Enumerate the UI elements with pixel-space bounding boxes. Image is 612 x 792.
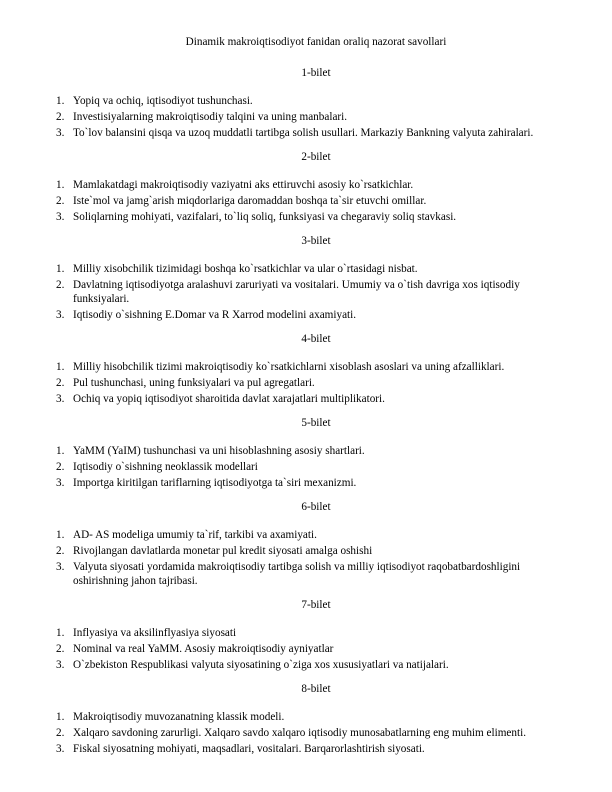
question-number: 2. <box>56 195 65 207</box>
question-number: 2. <box>56 727 65 739</box>
question-text: Davlatning iqtisodiyotga aralashuvi zaruriyati va vositalari. Umumiy va o`tish davriga xos iqtisodiy funksiyalari. <box>73 279 520 305</box>
question-text: AD- AS modeliga umumiy ta`rif, tarkibi va axamiyati. <box>73 529 317 541</box>
question-number: 2. <box>56 461 65 473</box>
question-number: 3. <box>56 561 65 573</box>
question-list <box>56 626 576 672</box>
bilet-section <box>56 416 576 490</box>
question-text: Fiskal siyosatning mohiyati, maqsadlari, vositalari. Barqarorlashtirish siyosati. <box>73 743 425 755</box>
question-item <box>56 110 576 124</box>
question-number: 3. <box>56 743 65 755</box>
question-text: Makroiqtisodiy muvozanatning klassik modeli. <box>73 711 285 723</box>
question-text: O`zbekiston Respublikasi valyuta siyosatining o`ziga xos xususiyatlari va natijalari. <box>73 659 449 671</box>
question-number: 2. <box>56 279 65 291</box>
question-number: 2. <box>56 111 65 123</box>
question-item <box>56 710 576 724</box>
question-text: Iste`mol va jamg`arish miqdorlariga daromaddan boshqa ta`sir etuvchi omillar. <box>73 195 427 207</box>
question-text: Rivojlangan davlatlarda monetar pul kredit siyosati amalga oshishi <box>73 545 373 557</box>
question-text: Importga kiritilgan tariflarning iqtisodiyotga ta`siri mexanizmi. <box>73 477 357 489</box>
bilet-heading: 8-bilet <box>301 683 331 695</box>
question-number: 1. <box>56 361 65 373</box>
bilet-heading: 2-bilet <box>301 151 331 163</box>
question-item <box>56 360 576 374</box>
question-text: Xalqaro savdoning zarurligi. Xalqaro savdo xalqaro iqtisodiy munosabatlarning eng muhim elimenti. <box>73 727 526 739</box>
bilet-heading: 4-bilet <box>301 333 331 345</box>
question-item <box>56 528 576 542</box>
bilet-section <box>56 682 576 756</box>
question-number: 3. <box>56 659 65 671</box>
bilet-section <box>56 234 576 322</box>
question-text: Nominal va real YaMM. Asosiy makroiqtisodiy ayniyatlar <box>73 643 334 655</box>
question-item <box>56 376 576 390</box>
question-item <box>56 194 576 208</box>
question-text: Mamlakatdagi makroiqtisodiy vaziyatni aks ettiruvchi asosiy ko`rsatkichlar. <box>73 179 414 191</box>
question-list <box>56 262 576 322</box>
question-text: Soliqlarning mohiyati, vazifalari, to`liq soliq, funksiyasi va chegaraviy soliq stavkasi. <box>73 211 457 223</box>
bilet-section <box>56 332 576 406</box>
question-text: Milliy hisobchilik tizimi makroiqtisodiy ko`rsatkichlarni xisoblash asoslari va uning afzalliklari. <box>73 361 505 373</box>
question-list <box>56 710 576 756</box>
question-text: Yopiq va ochiq, iqtisodiyot tushunchasi. <box>73 95 253 107</box>
question-number: 3. <box>56 477 65 489</box>
question-item <box>56 742 576 756</box>
question-item <box>56 94 576 108</box>
bilet-section <box>56 500 576 588</box>
question-item <box>56 658 576 672</box>
question-text: Investisiyalarning makroiqtisodiy talqini va uning manbalari. <box>73 111 348 123</box>
question-item <box>56 308 576 322</box>
question-number: 1. <box>56 711 65 723</box>
question-number: 3. <box>56 211 65 223</box>
question-text: Iqtisodiy o`sishning neoklassik modellari <box>73 461 258 473</box>
bilet-section <box>56 598 576 672</box>
bilets-list <box>56 66 576 756</box>
question-list <box>56 360 576 406</box>
question-number: 2. <box>56 643 65 655</box>
question-number: 3. <box>56 393 65 405</box>
question-number: 1. <box>56 529 65 541</box>
question-item <box>56 476 576 490</box>
question-number: 1. <box>56 263 65 275</box>
question-number: 1. <box>56 95 65 107</box>
question-list <box>56 528 576 588</box>
bilet-heading: 5-bilet <box>301 417 331 429</box>
question-text: Valyuta siyosati yordamida makroiqtisodiy tartibga solish va milliy iqtisodiyot raqobatbardoshligini oshirishning jahon tajribasi. <box>73 561 521 587</box>
question-number: 2. <box>56 545 65 557</box>
bilet-heading: 1-bilet <box>301 67 331 79</box>
bilet-heading: 3-bilet <box>301 235 331 247</box>
question-item <box>56 642 576 656</box>
question-text: To`lov balansini qisqa va uzoq muddatli tartibga solish usullari. Markaziy Bankning valyuta zahiralari. <box>73 127 534 139</box>
question-text: Pul tushunchasi, uning funksiyalari va pul agregatlari. <box>73 377 315 389</box>
bilet-section <box>56 150 576 224</box>
question-number: 1. <box>56 179 65 191</box>
question-item <box>56 544 576 558</box>
question-item <box>56 178 576 192</box>
question-item <box>56 560 576 588</box>
question-item <box>56 126 576 140</box>
question-number: 3. <box>56 127 65 139</box>
question-number: 3. <box>56 309 65 321</box>
question-number: 2. <box>56 377 65 389</box>
question-list <box>56 94 576 140</box>
question-text: YaMM (YaIM) tushunchasi va uni hisoblashning asosiy shartlari. <box>73 445 365 457</box>
question-item <box>56 392 576 406</box>
question-item <box>56 626 576 640</box>
question-item <box>56 278 576 306</box>
question-item <box>56 460 576 474</box>
question-number: 1. <box>56 445 65 457</box>
question-item <box>56 444 576 458</box>
question-list <box>56 444 576 490</box>
question-text: Iqtisodiy o`sishning E.Domar va R Xarrod modelini axamiyati. <box>73 309 357 321</box>
question-item <box>56 210 576 224</box>
question-number: 1. <box>56 627 65 639</box>
question-item <box>56 262 576 276</box>
document-title: Dinamik makroiqtisodiyot fanidan oraliq nazorat savollari <box>185 36 447 48</box>
question-text: Inflyasiya va aksilinflyasiya siyosati <box>73 627 237 639</box>
bilet-heading: 6-bilet <box>301 501 331 513</box>
question-text: Ochiq va yopiq iqtisodiyot sharoitida davlat xarajatlari multiplikatori. <box>73 393 385 405</box>
bilet-section <box>56 66 576 140</box>
bilet-heading: 7-bilet <box>301 599 331 611</box>
question-item <box>56 726 576 740</box>
question-text: Milliy xisobchilik tizimidagi boshqa ko`rsatkichlar va ular o`rtasidagi nisbat. <box>73 263 418 275</box>
question-list <box>56 178 576 224</box>
